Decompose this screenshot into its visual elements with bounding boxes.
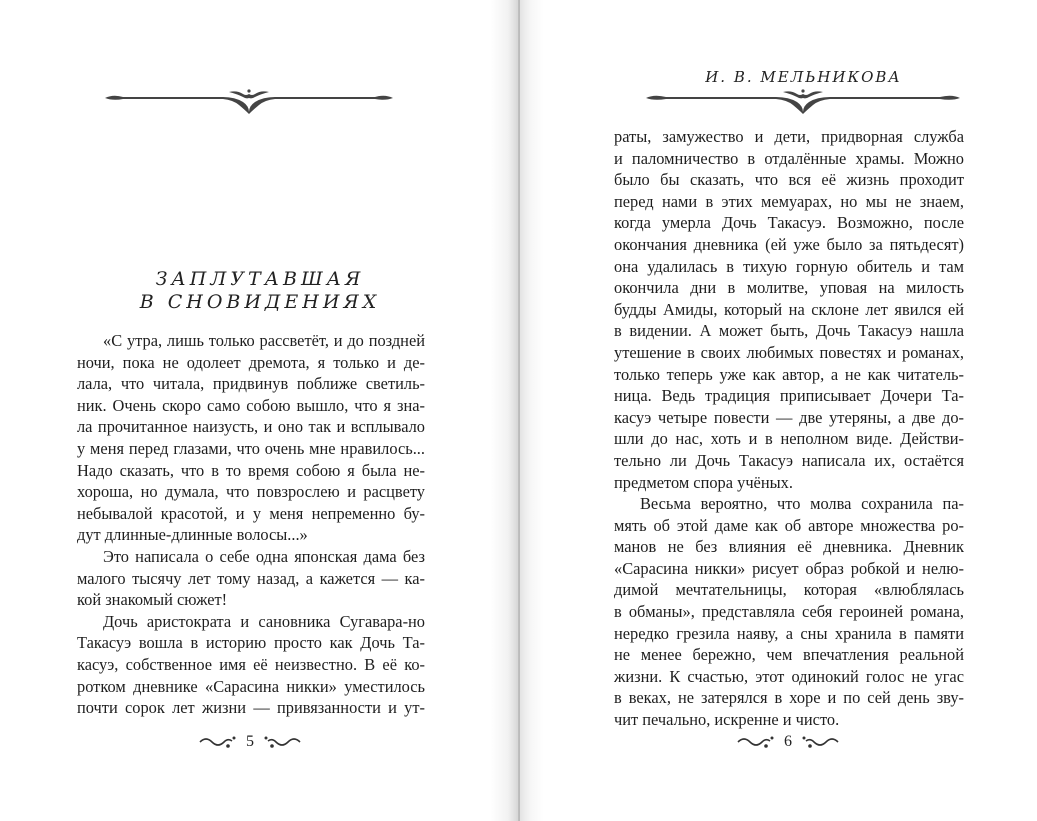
gutter-shadow-left (490, 0, 520, 821)
text-line: предметом спора учёных. (614, 472, 793, 492)
text-line: было бы сказать, что вся её жизнь проходит (614, 170, 964, 190)
text-line: чит печально, искренне и чисто. (614, 710, 840, 730)
text-line: «Сарасина никки» рисует образ робкой и нелю- (614, 558, 964, 578)
text-line: дут длинные-длинные волосы...» (77, 525, 308, 545)
right-folio (736, 731, 840, 753)
text-line: шли до нас, хоть и в неполном виде. Действи- (614, 429, 964, 449)
text-line: Это написала о себе одна японская дама без (103, 546, 425, 566)
left-folio (198, 731, 302, 753)
right-body-text (614, 126, 964, 731)
chapter-title-line-2: В СНОВИДЕНИЯХ (139, 291, 381, 313)
text-line: ночи, пока не одолеет дремота, я только и де- (77, 352, 425, 372)
text-line: касуэ четыре повести — две утеряны, а две до- (614, 407, 964, 427)
running-head: И. В. МЕЛЬНИКОВА (705, 68, 902, 86)
text-line: жизни. К счастью, этот одинокий голос не угас (614, 666, 964, 686)
text-line: Такасуэ вошла в историю просто как Дочь Та- (77, 633, 425, 653)
text-line: перед нами в этих мемуарах, но мы не знаем, (614, 191, 964, 211)
text-line: в веках, не затерялся в хоре и по сей день зву- (614, 688, 964, 708)
text-line: и паломничество в отдалённые храмы. Можно (614, 148, 964, 168)
left-header-ornament-icon (103, 88, 395, 116)
text-line: Надо сказать, что в то время собою я была не- (77, 460, 425, 480)
text-line: малого тысячу лет тому назад, а кажется — ка- (77, 568, 425, 588)
page-number: 6 (784, 733, 792, 750)
page-number: 5 (246, 733, 254, 750)
text-line: у меня перед глазами, что очень мне нравилось... (77, 438, 425, 458)
folio-right-flourish-icon (800, 733, 840, 751)
text-line: только теперь уже как автор, а не как читатель- (614, 364, 964, 384)
text-line: в обманы», представляла себя героиней романа, (614, 602, 964, 622)
text-line: нередко грезила наяву, а сны хранила в памяти (614, 623, 964, 643)
text-line: касуэ, собственное имя её неизвестно. В её ко- (77, 654, 425, 674)
text-line: ница. Ведь традиция приписывает Дочери Та- (614, 386, 964, 406)
chapter-title (110, 268, 410, 314)
text-line: утешение в своих любимых повестях и романах, (614, 342, 964, 362)
text-line: Весьма вероятно, что молва сохранила па- (640, 494, 964, 514)
text-line: она удалилась в тихую горную обитель и там (614, 256, 964, 276)
text-line: будды Амиды, который на склоне лет явился ей (614, 299, 964, 319)
text-line: димой мечтательницы, которая «влюблялась (614, 580, 964, 600)
text-line: небывалой красотой, и у меня непременно бу- (77, 503, 425, 523)
text-line: лала, что читала, придвинув поближе светиль- (77, 374, 425, 394)
text-line: Дочь аристократа и сановника Сугавара-но (103, 611, 425, 631)
text-line: окончила дни в молитве, уповая на милость (614, 278, 964, 298)
text-line: ла прочитанное наизусть, и оно так и всплывало (77, 417, 425, 437)
left-body-text (77, 330, 425, 719)
text-line: когда умерла Дочь Такасуэ. Возможно, после (614, 213, 964, 233)
text-line: тельно ли Дочь Такасуэ написала их, остаётся (614, 450, 964, 470)
text-line: раты, замужество и дети, придворная служба (614, 127, 964, 146)
text-line: «С утра, лишь только рассветёт, и до поздней (103, 331, 425, 350)
folio-right-flourish-icon (262, 733, 302, 751)
text-line: кой знакомый сюжет! (77, 590, 228, 610)
text-line: ротком дневнике «Сарасина никки» уместилось (77, 676, 425, 696)
right-header-ornament-icon (644, 88, 962, 116)
chapter-title-line-1: ЗАПЛУТАВШАЯ (155, 268, 365, 290)
text-line: не менее бережно, чем впечатления реальной (614, 645, 964, 665)
gutter-shadow-right (518, 0, 544, 821)
text-line: почти сорок лет жизни — привязанности и ут- (77, 698, 425, 718)
text-line: мять об этой даме как об авторе множества ро- (614, 515, 964, 535)
text-line: ник. Очень скоро само собою вышло, что я зна- (77, 395, 425, 415)
text-line: манов не без влияния её дневника. Дневник (614, 537, 964, 557)
text-line: хороша, но думала, что повзрослею и расцвету (77, 482, 425, 502)
text-line: окончания дневника (ей уже было за пятьдесят) (614, 234, 964, 254)
text-line: в видении. А может быть, Дочь Такасуэ нашла (614, 321, 964, 341)
